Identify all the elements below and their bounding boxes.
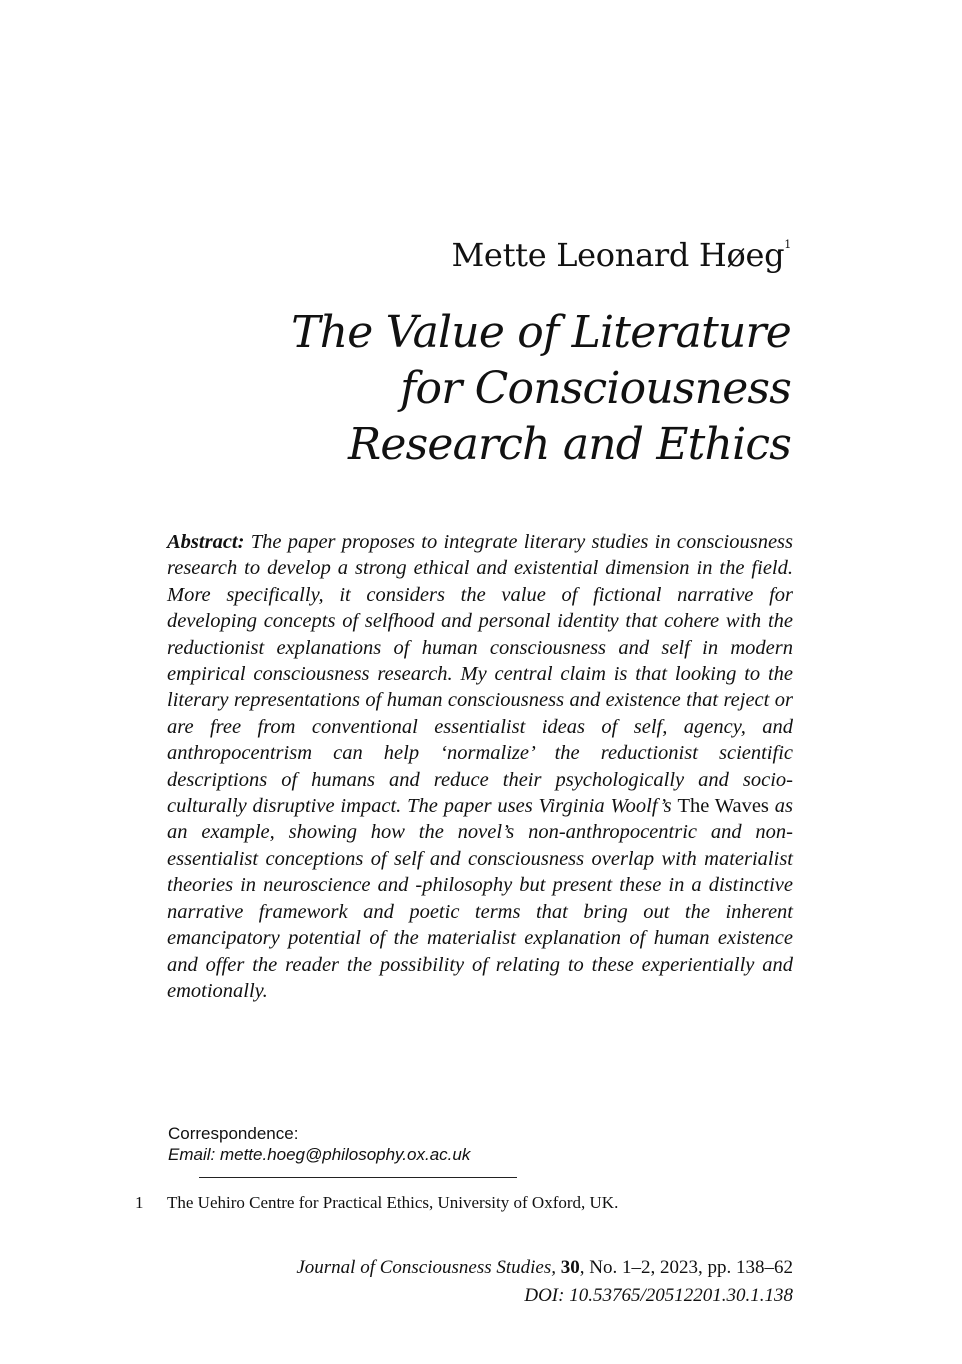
correspondence-email[interactable]: Email: mette.hoeg@philosophy.ox.ac.uk bbox=[168, 1145, 471, 1164]
correspondence-label: Correspondence: bbox=[168, 1124, 299, 1143]
article-title bbox=[291, 305, 791, 473]
journal-name: Journal of Consciousness Studies, bbox=[296, 1257, 557, 1278]
footnote-text: The Uehiro Centre for Practical Ethics, University of Oxford, UK. bbox=[167, 1193, 619, 1212]
journal-citation bbox=[296, 1254, 793, 1310]
journal-volume: 30 bbox=[560, 1257, 580, 1278]
correspondence-block bbox=[168, 1123, 470, 1165]
abstract bbox=[167, 529, 793, 1004]
abstract-text-part2: as an example, showing how the novel’s non-anthropocentric and non-essentialist conceptions of self and consciousness overlap with materialist theories in neuroscience and -philosophy but present these in a distinctive narrative framework and poetic terms that bring out the inherent emancipatory potential of the materialist explanation of human existence and offer the reader the possibility of relating to these experientially and emotionally. bbox=[167, 795, 793, 1002]
abstract-text-part1: The paper proposes to integrate literary studies in consciousness research to develop a strong ethical and existential dimension in the field. More specifically, it considers the value of fictional narrative for developing concepts of selfhood and personal identity that cohere with the reductionist explanations of human consciousness and self in modern empirical consciousness research. My central claim is that looking to the literary representations of human consciousness and existence that reject or are free from conventional essentialist ideas of self, agency, and anthropocentrism can help ‘normalize’ the reductionist scientific descriptions of humans and reduce their psychologically and socio-culturally disruptive impact. The paper uses Virginia Woolf’s bbox=[167, 531, 793, 818]
abstract-book-title: The Waves bbox=[677, 795, 769, 818]
footnote-number: 1 bbox=[135, 1193, 144, 1212]
abstract-label: Abstract: bbox=[167, 531, 245, 553]
author-name-text: Mette Leonard Høeg bbox=[451, 236, 785, 274]
doi[interactable]: DOI: 10.53765/20512201.30.1.138 bbox=[524, 1285, 793, 1306]
title-line-1: The Value of Literature bbox=[291, 307, 791, 358]
footnote bbox=[135, 1192, 618, 1214]
title-line-2: for Consciousness bbox=[400, 363, 791, 414]
title-line-3: Research and Ethics bbox=[348, 419, 791, 470]
footnote-divider bbox=[199, 1177, 517, 1178]
author-footnote-marker: 1 bbox=[784, 238, 791, 251]
author-name bbox=[451, 236, 791, 274]
journal-issue-pages: , No. 1–2, 2023, pp. 138–62 bbox=[579, 1257, 793, 1278]
